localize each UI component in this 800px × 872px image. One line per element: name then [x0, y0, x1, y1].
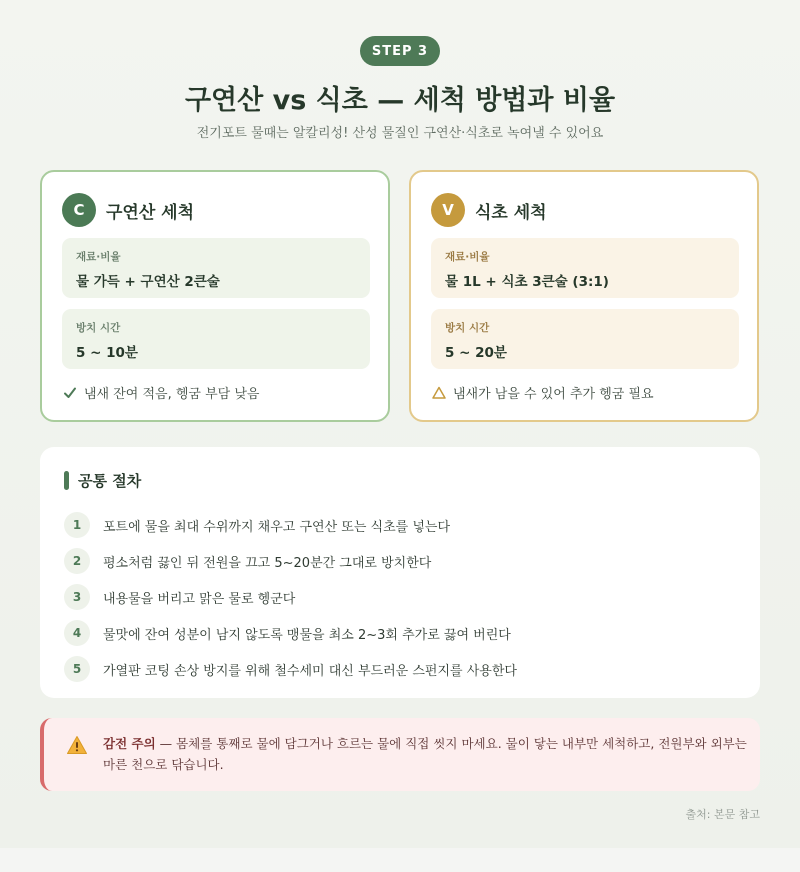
time-label: 방치 시간 [76, 322, 121, 334]
procedure-step [64, 507, 744, 543]
card-header [62, 193, 194, 227]
time-box [431, 309, 739, 369]
procedure-step [64, 579, 744, 615]
warning-icon [66, 735, 88, 759]
procedure-steps [64, 507, 744, 687]
step-text: 포트에 물을 최대 수위까지 채우고 구연산 또는 식초를 넣는다 [103, 519, 451, 535]
citric-acid-card [40, 170, 390, 422]
card-note [431, 383, 654, 402]
step-number: 1 [64, 512, 90, 538]
procedure-step [64, 651, 744, 687]
warning-body: — 몸체를 통째로 물에 담그거나 흐르는 물에 직접 씻지 마세요. 물이 닿는 내부만 세척하고, 전원부와 외부는 마른 천으로 닦습니다. [103, 736, 747, 772]
card-note-text: 냄새가 남을 수 있어 추가 헹굼 필요 [453, 387, 654, 402]
page-subtitle: 전기포트 물때는 알칼리성! 산성 물질인 구연산·식초로 녹여낼 수 있어요 [196, 126, 604, 141]
card-header [431, 193, 547, 227]
step-text: 물맛에 잔여 성분이 남지 않도록 맹물을 최소 2~3회 추가로 끓여 버린다 [103, 627, 511, 643]
ratio-box [431, 238, 739, 298]
accent-bar [64, 471, 69, 490]
step-number: 3 [64, 584, 90, 610]
warning-triangle-icon [431, 386, 447, 399]
time-value: 5 ~ 20분 [445, 345, 507, 361]
procedure-step [64, 615, 744, 651]
ratio-value: 물 1L + 식초 3큰술 (3:1) [445, 274, 609, 290]
vinegar-card [409, 170, 759, 422]
time-label: 방치 시간 [445, 322, 490, 334]
source-note: 출처: 본문 참고 [685, 808, 760, 821]
step-number: 5 [64, 656, 90, 682]
procedure-panel [40, 447, 760, 698]
ratio-label: 재료·비율 [445, 251, 490, 263]
step-text: 평소처럼 끓인 뒤 전원을 끄고 5~20분간 그대로 방치한다 [103, 555, 432, 571]
procedure-header [64, 470, 141, 491]
vinegar-badge: V [431, 193, 465, 227]
ratio-box [62, 238, 370, 298]
page-title: 구연산 vs 식초 — 세척 방법과 비율 [184, 85, 616, 116]
citric-badge: C [62, 193, 96, 227]
step-text: 가열판 코팅 손상 방지를 위해 철수세미 대신 부드러운 스펀지를 사용한다 [103, 663, 517, 679]
time-value: 5 ~ 10분 [76, 345, 138, 361]
warning-text [103, 733, 751, 775]
procedure-title: 공통 절차 [78, 472, 142, 490]
ratio-value: 물 가득 + 구연산 2큰술 [76, 274, 220, 290]
time-box [62, 309, 370, 369]
ratio-label: 재료·비율 [76, 251, 121, 263]
warning-callout [40, 718, 760, 791]
step-text: 내용물을 버리고 맑은 물로 헹군다 [103, 591, 296, 607]
card-title: 식초 세척 [475, 202, 547, 223]
procedure-step [64, 543, 744, 579]
check-icon [62, 386, 78, 400]
card-note [62, 383, 260, 402]
step-number: 4 [64, 620, 90, 646]
step-badge: STEP 3 [360, 36, 440, 66]
step-number: 2 [64, 548, 90, 574]
card-note-text: 냄새 잔여 적음, 헹굼 부담 낮음 [84, 387, 260, 402]
warning-title: 감전 주의 [103, 736, 156, 751]
footer-strip [0, 848, 800, 872]
card-title: 구연산 세척 [106, 202, 195, 223]
